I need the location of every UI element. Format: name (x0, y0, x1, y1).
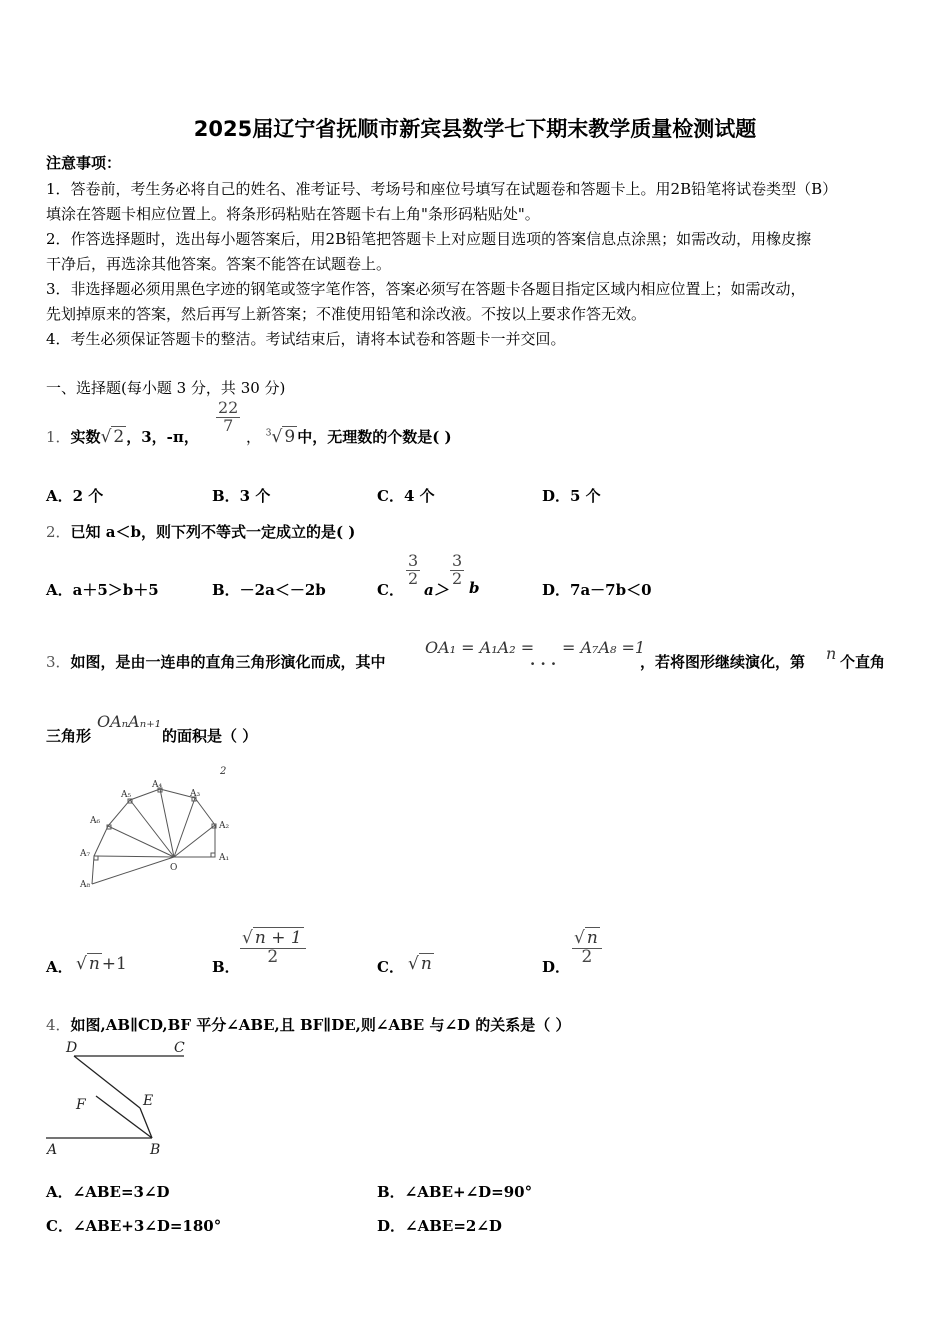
q3-post2: 个直角 (840, 653, 886, 671)
q1-sqrt2: √ 2 (100, 427, 125, 447)
fig-right-angle-7 (94, 856, 98, 860)
q2-c-end: b (469, 579, 480, 597)
q3-option-b[interactable]: B． (212, 958, 240, 976)
q3-line2a: 三角形 (46, 727, 92, 745)
fig-seg-o-a8 (92, 857, 174, 884)
q1-option-d[interactable]: D．5 个 (542, 487, 601, 505)
fig-label-a4: A₄ (152, 780, 163, 790)
q2-option-b[interactable]: B．－2a＜－2b (212, 581, 326, 599)
q3-c-expr: √ n (408, 954, 432, 974)
q4-number: 4． (46, 1016, 71, 1034)
q2-c-fraction-1: $\frac{3}{2}$ (408, 551, 419, 588)
fig-label-a5: A₅ (121, 790, 132, 800)
notice-line-4: 4．考生必须保证答题卡的整洁。考试结束后，请将本试卷和答题卡一并交回。 (46, 330, 566, 348)
fig-mark: 2 (220, 766, 227, 777)
fig-seg-a2-a3 (195, 798, 215, 825)
q3-stem-pre (46, 651, 386, 672)
fig-label-c: C (174, 1040, 185, 1056)
fig-seg-a6-a7 (94, 826, 108, 856)
q2-number: 2． (46, 523, 71, 541)
notice-line-2a: 2．作答选择题时，选出每小题答案后，用2B铅笔把答题卡上对应题目选项的答案信息点涂黑；如需改动，用橡皮擦 (46, 230, 812, 248)
q4-option-d[interactable]: D．∠ABE=2∠D (377, 1217, 502, 1235)
q3-pre: 如图，是由一连串的直角三角形演化而成，其中 (70, 653, 386, 671)
q3-d-expr: $\frac{√ n}{2}$ (572, 930, 602, 967)
q2-stem-text: 已知 a＜b，则下列不等式一定成立的是( ) (70, 523, 356, 541)
q2-option-a[interactable]: A．a＋5＞b＋5 (46, 581, 159, 599)
q3-eq2: = A₇A₈ =1 (562, 638, 646, 657)
q3-dots: . . . (530, 651, 557, 669)
q3-post: ，若将图形继续演化，第 (640, 653, 806, 671)
q3-option-a[interactable]: A． (46, 958, 73, 976)
notice-line-2b: 干净后，再选涂其他答案。答案不能答在试题卷上。 (46, 255, 392, 273)
fig-seg-o-a6 (108, 826, 174, 857)
notice-line-1a: 1．答卷前，考生务必将自己的姓名、准考证号、考场号和座位号填写在试题卷和答题卡上。用2B铅笔将试卷类型（B） (46, 180, 838, 198)
q3-option-c[interactable]: C． (377, 958, 404, 976)
fig-label-a2: A₂ (219, 821, 230, 831)
q4-figure (44, 1038, 194, 1158)
fig-seg-a5-a6 (108, 800, 130, 826)
q1-pre: 实数 (70, 428, 101, 446)
q1-stem-tail (246, 426, 452, 447)
q1-post: 中，无理数的个数是( ) (297, 428, 452, 446)
fig-right-angle-1 (211, 853, 215, 857)
notice-line-3a: 3．非选择题必须用黑色字迹的钢笔或签字笔作答，答案必须写在答题卡各题目指定区域内相应位置上；如需改动， (46, 280, 806, 298)
q1-mid: ，3，-π， (126, 428, 199, 446)
fig-label-o: O (170, 863, 178, 873)
q3-option-d[interactable]: D． (542, 958, 571, 976)
q4-option-a[interactable]: A．∠ABE=3∠D (46, 1183, 170, 1201)
q4-stem (46, 1014, 570, 1035)
fig-seg-o-a5 (130, 800, 174, 857)
fig-label-b: B (150, 1142, 161, 1158)
fig-seg-o-a4 (160, 789, 174, 857)
fig-seg-o-a3 (174, 798, 195, 857)
q3-b-expr: $\frac{√ n + 1}{2}$ (240, 930, 306, 967)
q2-option-d[interactable]: D．7a－7b＜0 (542, 581, 652, 599)
q4-option-c[interactable]: C．∠ABE+3∠D=180° (46, 1217, 222, 1235)
q3-eq1: OA₁ = A₁A₂ = (425, 638, 535, 657)
q1-stem (46, 426, 199, 447)
page-title: 2025届辽宁省抚顺市新宾县数学七下期末教学质量检测试题 (193, 117, 757, 141)
q3-a-expr: √ n +1 (76, 954, 127, 974)
fig-label-a6: A₆ (90, 816, 101, 826)
q1-option-c[interactable]: C．4 个 (377, 487, 435, 505)
q3-figure (70, 760, 245, 895)
q2-c-fraction-2: $\frac{3}{2}$ (452, 551, 463, 588)
q1-option-a[interactable]: A．2 个 (46, 487, 104, 505)
notice-heading: 注意事项： (46, 154, 122, 172)
section-heading: 一、选择题(每小题 3 分，共 30 分) (46, 379, 286, 397)
q3-line2b: 的面积是（ ） (162, 727, 258, 745)
q3-n: n (826, 644, 837, 663)
fig-label-a: A (47, 1142, 58, 1158)
q3-triangle: OAₙAₙ₊₁ (97, 712, 162, 731)
fig-label-e: E (143, 1093, 154, 1109)
q2-stem (46, 521, 355, 542)
fig-label-a8: A₈ (80, 880, 91, 890)
notice-line-1b: 填涂在答题卡相应位置上。将条形码粘贴在答题卡右上角"条形码粘贴处"。 (46, 205, 540, 223)
fig-label-d: D (66, 1040, 78, 1056)
fig-seg-a4-a5 (130, 789, 160, 800)
q4-stem-text: 如图,AB∥CD,BF 平分∠ABE,且 BF∥DE,则∠ABE 与∠D 的关系是（ ） (70, 1016, 571, 1034)
fig-label-f: F (76, 1097, 86, 1113)
q2-c-mid: a＞ (424, 581, 449, 599)
q1-number: 1． (46, 428, 71, 446)
q1-fraction: $\frac{22}{7}$ (218, 398, 239, 435)
q1-option-b[interactable]: B．3 个 (212, 487, 271, 505)
q1-sep: ， (246, 428, 262, 446)
q4-option-b[interactable]: B．∠ABE+∠D=90° (377, 1183, 533, 1201)
fig-label-a3: A₃ (190, 789, 201, 799)
fig-label-a1: A₁ (219, 853, 230, 863)
q2-option-c-label[interactable]: C． (377, 581, 404, 599)
fig-label-a7: A₇ (80, 849, 91, 859)
fig-seg-o-a7 (94, 856, 174, 857)
q1-cuberoot: $^3$√ 9 (265, 427, 296, 447)
q3-number: 3． (46, 653, 71, 671)
notice-line-3b: 先划掉原来的答案，然后再写上新答案；不准使用铅笔和涂改液。不按以上要求作答无效。 (46, 305, 647, 323)
